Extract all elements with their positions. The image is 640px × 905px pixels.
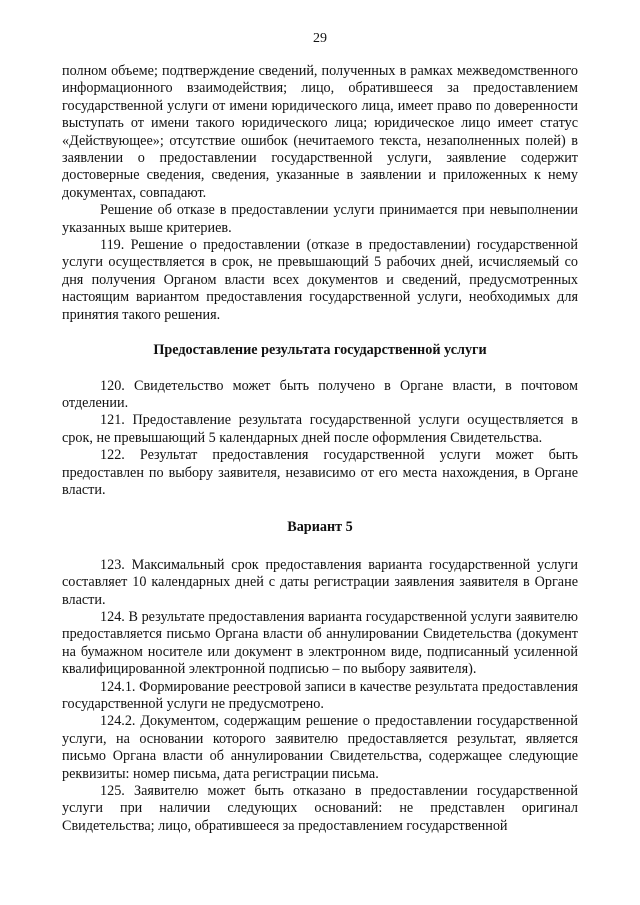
paragraph: полном объеме; подтверждение сведений, полученных в рамках межведомственного информационного взаимодействия; лицо, обратившееся за предоставлением государственной услуги от имени юридического лица, имеет право по доверенности выступать от имени такого юридического лица; юридическое лицо имеет статус «Действующее»; отсутствие ошибок (нечитаемого текста, незаполненных полей) в заявлении о предоставлении государственной услуги, заявление содержит достоверные сведения, сведения, указанные в заявлении и приложенных к нему документах, совпадают. <box>62 63 578 201</box>
paragraph: 120. Свидетельство может быть получено в Органе власти, в почтовом отделении. <box>62 377 578 411</box>
paragraph: Решение об отказе в предоставлении услуги принимается при невыполнении указанных выше критериев. <box>62 202 578 236</box>
document-body <box>62 63 578 835</box>
paragraph: 124.2. Документом, содержащим решение о предоставлении государственной услуги, на основании которого заявителю предоставляется результат, является письмо Органа власти об аннулировании Свидетельства, содержащее следующие реквизиты: номер письма, дата регистрации письма. <box>62 713 578 782</box>
paragraph: 121. Предоставление результата государственной услуги осуществляется в срок, не превышающий 5 календарных дней после оформления Свидетельства. <box>62 412 578 446</box>
paragraph: 122. Результат предоставления государственной услуги может быть предоставлен по выбору заявителя, независимо от его места нахождения, в Органе власти. <box>62 447 578 498</box>
page-number: 29 <box>313 31 327 46</box>
paragraph: 125. Заявителю может быть отказано в предоставлении государственной услуги при наличии следующих оснований: не представлен оригинал Свидетельства; лицо, обратившееся за предоставлением государственной <box>62 783 578 834</box>
section-heading-result: Предоставление результата государственной услуги <box>153 342 487 359</box>
paragraph: 119. Решение о предоставлении (отказе в предоставлении) государственной услуги осуществляется в срок, не превышающий 5 рабочих дней, исчисляемый со дня получения Органом власти всех документов и сведений, предусмотренных настоящим вариантом предоставления государственной услуги, необходимых для принятия такого решения. <box>62 237 578 323</box>
paragraph: 124. В результате предоставления варианта государственной услуги заявителю предоставляется письмо Органа власти об аннулировании Свидетельства (документ на бумажном носителе или документ в электронном виде, подписанный усиленной квалифицированной электронной подписью – по выбору заявителя). <box>62 608 578 678</box>
paragraph: 123. Максимальный срок предоставления варианта государственной услуги составляет 10 календарных дней с даты регистрации заявления заявителя в Органе власти. <box>62 556 578 608</box>
paragraph: 124.1. Формирование реестровой записи в качестве результата предоставления государственной услуги не предусмотрено. <box>62 678 578 712</box>
section-heading-variant: Вариант 5 <box>287 519 353 536</box>
